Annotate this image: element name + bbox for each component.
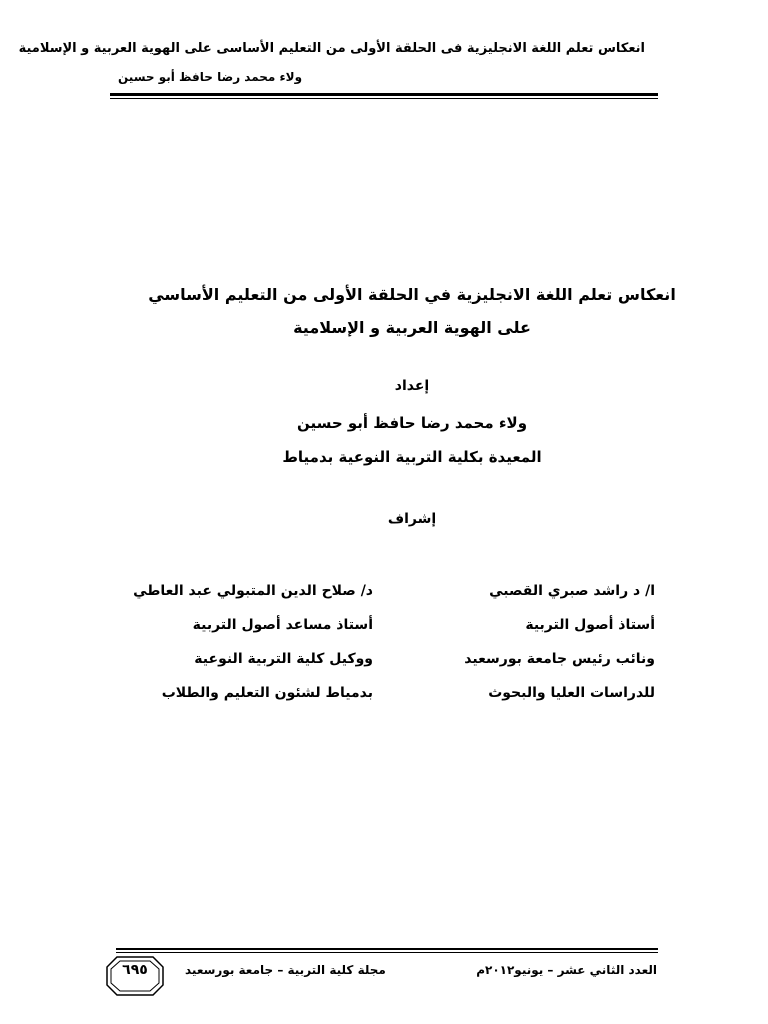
author-name: ولاء محمد رضا حافظ أبو حسين bbox=[296, 414, 528, 432]
header-rule bbox=[110, 93, 658, 96]
author-affiliation: المعيدة بكلية التربية النوعية بدمياط bbox=[282, 448, 542, 466]
supervisor-1-title: أستاذ أصول التربية bbox=[525, 617, 655, 633]
running-header-title: انعكاس تعلم اللغة الانجليزية فى الحلقة الأولى من التعليم الأساسى على الهوية العربية و الإسلامية bbox=[18, 41, 645, 56]
supervisor-1-block bbox=[464, 574, 655, 710]
supervisor-1-role-detail: للدراسات العليا والبحوث bbox=[488, 685, 655, 701]
supervisor-1-name: ا/ د راشد صبري القصبي bbox=[489, 583, 655, 599]
paper-title-line-1: انعكاس تعلم اللغة الانجليزية في الحلقة الأولى من التعليم الأساسي bbox=[148, 285, 676, 304]
prepared-by-label: إعداد bbox=[394, 378, 430, 394]
supervisor-2-role: ووكيل كلية التربية النوعية bbox=[194, 651, 373, 667]
supervisor-2-name: د/ صلاح الدين المتبولي عبد العاطي bbox=[133, 583, 373, 599]
paper-title-line-2: على الهوية العربية و الإسلامية bbox=[293, 318, 531, 337]
running-header-author: ولاء محمد رضا حافظ أبو حسين bbox=[118, 70, 303, 84]
footer-journal: مجلة كلية التربية – جامعة بورسعيد bbox=[185, 963, 386, 977]
header-rule-thin bbox=[110, 98, 658, 99]
footer-rule bbox=[116, 948, 658, 950]
footer-issue: العدد الثاني عشر – يونيو٢٠١٢م bbox=[476, 963, 657, 977]
supervisor-2-title: أستاذ مساعد أصول التربية bbox=[192, 617, 373, 633]
supervision-label: إشراف bbox=[387, 511, 437, 527]
supervisor-2-block bbox=[133, 574, 373, 710]
footer-rule-thin bbox=[116, 952, 658, 953]
supervisor-2-role-detail: بدمياط لشئون التعليم والطلاب bbox=[161, 685, 373, 701]
page-number: ٦٩٥ bbox=[122, 962, 148, 978]
supervisor-1-role: ونائب رئيس جامعة بورسعيد bbox=[464, 651, 655, 667]
